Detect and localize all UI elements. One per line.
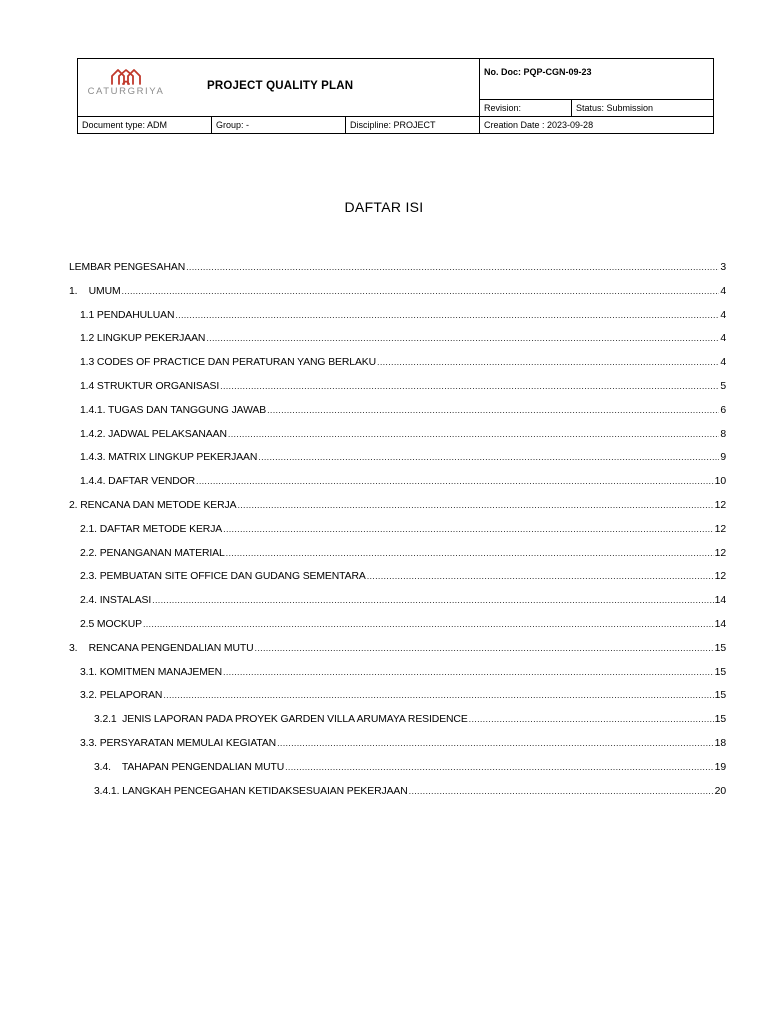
toc-dot-leader — [409, 786, 714, 796]
toc-entry-label: 1.4.3. MATRIX LINGKUP PEKERJAAN — [80, 452, 258, 464]
revision-cell: Revision: — [480, 100, 572, 117]
toc-entry[interactable] — [69, 690, 726, 714]
toc-entry[interactable] — [69, 286, 726, 310]
toc-entry-label: LEMBAR PENGESAHAN — [69, 262, 186, 273]
toc-entry-page: 6 — [720, 404, 726, 416]
toc-entry[interactable] — [69, 262, 726, 286]
toc-entry-label: 3.2. PELAPORAN — [80, 690, 163, 702]
toc-entry-page: 18 — [714, 737, 726, 749]
toc-entry-page: 15 — [714, 642, 726, 654]
toc-entry-label: 3. RENCANA PENGENDALIAN MUTU — [69, 642, 254, 654]
toc-dot-leader — [367, 571, 714, 581]
toc-entry-page: 10 — [714, 476, 726, 488]
toc-dot-leader — [196, 476, 714, 486]
logo-text: CATURGRIYA — [87, 86, 165, 97]
toc-entry-label: 3.4.1. LANGKAH PENCEGAHAN KETIDAKSESUAIAN PEKERJAAN — [94, 785, 408, 797]
toc-entry-page: 19 — [714, 761, 726, 773]
toc-entry[interactable] — [69, 357, 726, 381]
document-title: PROJECT QUALITY PLAN — [207, 80, 354, 92]
toc-entry[interactable] — [69, 548, 726, 572]
toc-entry-page: 4 — [720, 357, 726, 369]
creation-date-cell: Creation Date : 2023-09-28 — [480, 117, 714, 134]
toc-dot-leader — [223, 524, 714, 534]
toc-entry-page: 4 — [720, 309, 726, 321]
toc-entry[interactable] — [69, 524, 726, 548]
toc-dot-leader — [206, 333, 719, 343]
toc-dot-leader — [237, 500, 713, 510]
toc-entry-label: 2.3. PEMBUATAN SITE OFFICE DAN GUDANG SEMENTARA — [80, 571, 366, 583]
toc-dot-leader — [163, 690, 713, 700]
toc-entry-label: 3.3. PERSYARATAN MEMULAI KEGIATAN — [80, 737, 277, 749]
toc-dot-leader — [226, 548, 714, 558]
toc-entry-label: 2.4. INSTALASI — [80, 595, 152, 607]
toc-entry[interactable] — [69, 619, 726, 643]
toc-entry-page: 15 — [714, 666, 726, 678]
toc-dot-leader — [258, 452, 719, 462]
toc-entry-page: 4 — [720, 285, 726, 297]
toc-dot-leader — [186, 262, 719, 272]
toc-entry[interactable] — [69, 571, 726, 595]
document-type-cell: Document type: ADM — [78, 117, 212, 134]
toc-entry[interactable] — [69, 786, 726, 810]
toc-entry-page: 3 — [720, 262, 726, 273]
toc-entry-label: 1.4.4. DAFTAR VENDOR — [80, 476, 196, 488]
toc-entry-label: 2. RENCANA DAN METODE KERJA — [69, 499, 237, 511]
toc-entry[interactable] — [69, 452, 726, 476]
toc-entry-page: 12 — [714, 547, 726, 559]
toc-entry[interactable] — [69, 405, 726, 429]
toc-entry[interactable] — [69, 333, 726, 357]
toc-entry[interactable] — [69, 738, 726, 762]
toc-entry[interactable] — [69, 381, 726, 405]
toc-entry-page: 14 — [714, 595, 726, 607]
toc-dot-leader — [228, 429, 719, 439]
header-logo-title-cell — [78, 59, 480, 117]
toc-entry-page: 8 — [720, 428, 726, 440]
toc-entry-label: 1.4.1. TUGAS DAN TANGGUNG JAWAB — [80, 404, 267, 416]
toc-entry-label: 1.4 STRUKTUR ORGANISASI — [80, 380, 220, 392]
toc-dot-leader — [267, 405, 719, 415]
toc-dot-leader — [152, 595, 713, 605]
toc-entry[interactable] — [69, 762, 726, 786]
house-logo-icon — [110, 68, 142, 85]
toc-entry[interactable] — [69, 500, 726, 524]
toc-dot-leader — [285, 762, 714, 772]
toc-entry-page: 4 — [720, 333, 726, 345]
toc-entry[interactable] — [69, 476, 726, 500]
toc-entry-label: 3.1. KOMITMEN MANAJEMEN — [80, 666, 223, 678]
toc-entry[interactable] — [69, 429, 726, 453]
toc-entry-label: 1.2 LINGKUP PEKERJAAN — [80, 333, 206, 345]
toc-entry-page: 20 — [714, 785, 726, 797]
group-cell: Group: - — [212, 117, 346, 134]
doc-number: No. Doc: PQP-CGN-09-23 — [480, 59, 714, 100]
toc-dot-leader — [175, 310, 719, 320]
toc-entry-page: 5 — [720, 380, 726, 392]
toc-dot-leader — [277, 738, 714, 748]
document-header — [77, 58, 714, 134]
toc-entry-label: 3.4. TAHAPAN PENGENDALIAN MUTU — [94, 761, 285, 773]
toc-entry[interactable] — [69, 310, 726, 334]
toc-entry[interactable] — [69, 595, 726, 619]
toc-entry-page: 14 — [714, 618, 726, 630]
toc-entry-label: 2.1. DAFTAR METODE KERJA — [80, 523, 223, 535]
toc-dot-leader — [220, 381, 719, 391]
toc-entry[interactable] — [69, 643, 726, 667]
discipline-cell: Discipline: PROJECT — [346, 117, 480, 134]
toc-entry-label: 1.1 PENDAHULUAN — [80, 309, 175, 321]
toc-entry[interactable] — [69, 667, 726, 691]
toc-entry-page: 12 — [714, 499, 726, 511]
toc-entry-page: 12 — [714, 571, 726, 583]
toc-heading: DAFTAR ISI — [344, 199, 424, 215]
company-logo — [83, 68, 169, 97]
toc-entry-page: 12 — [714, 523, 726, 535]
toc-entry-page: 15 — [714, 690, 726, 702]
toc-entry-label: 3.2.1 JENIS LAPORAN PADA PROYEK GARDEN VILLA ARUMAYA RESIDENCE — [94, 714, 468, 726]
toc-entry-label: 1.4.2. JADWAL PELAKSANAAN — [80, 428, 227, 440]
toc-entry[interactable] — [69, 714, 726, 738]
toc-dot-leader — [377, 357, 719, 367]
status-cell: Status: Submission — [572, 100, 714, 117]
toc-entry-label: 1.3 CODES OF PRACTICE DAN PERATURAN YANG BERLAKU — [80, 357, 377, 369]
toc-entry-label: 2.2. PENANGANAN MATERIAL — [80, 547, 225, 559]
toc-entry-page: 15 — [714, 714, 726, 726]
toc-entry-label: 2.5 MOCKUP — [80, 618, 142, 630]
toc-entry-label: 1. UMUM — [69, 285, 121, 297]
toc-dot-leader — [255, 643, 714, 653]
toc-dot-leader — [143, 619, 714, 629]
table-of-contents — [69, 262, 726, 809]
toc-dot-leader — [122, 286, 720, 296]
toc-entry-page: 9 — [720, 452, 726, 464]
toc-dot-leader — [223, 667, 714, 677]
toc-dot-leader — [469, 714, 714, 724]
